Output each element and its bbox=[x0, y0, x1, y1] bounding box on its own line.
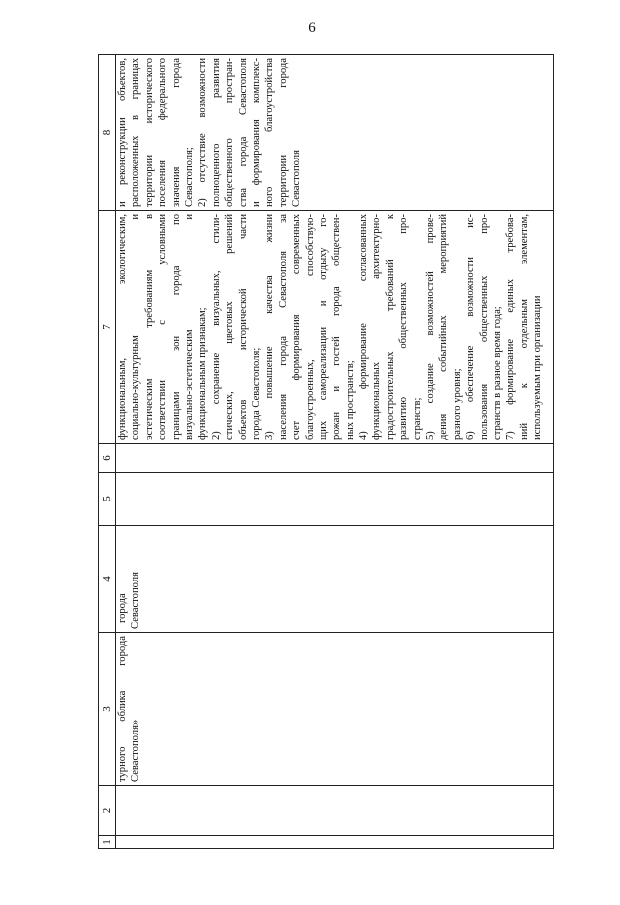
cell-col-3 bbox=[116, 633, 554, 786]
header-col-8: 8 bbox=[99, 55, 116, 211]
col7-line: 4) формирование согласованных bbox=[358, 214, 370, 440]
col8-line: ства города Севастополя bbox=[237, 58, 249, 207]
col7-line: пользования общественных про- bbox=[478, 214, 490, 440]
col7-line: ных пространств; bbox=[344, 360, 356, 440]
col7-line: дения событийных мероприятий bbox=[438, 214, 450, 440]
col7-line: социально-культурным и bbox=[130, 214, 142, 440]
col8-line: Севастополя; bbox=[183, 147, 195, 207]
cell-col-6 bbox=[116, 444, 554, 473]
col8-line: ного благоустройства bbox=[264, 58, 276, 207]
header-col-2: 2 bbox=[99, 786, 116, 836]
cell-col-7 bbox=[116, 211, 554, 444]
col7-line: 5) создание возможностей прове- bbox=[425, 214, 437, 440]
col7-line: ний к отдельным элементам, bbox=[518, 214, 530, 440]
col7-line: 6) обеспечение возможности ис- bbox=[465, 214, 477, 440]
header-col-5: 5 bbox=[99, 473, 116, 526]
col7-line: странств; bbox=[411, 397, 423, 440]
header-col-4: 4 bbox=[99, 526, 116, 633]
col7-line: счет формирования современных bbox=[291, 214, 303, 440]
page-number: 6 bbox=[308, 20, 316, 36]
col3-line: Севастополя» bbox=[130, 719, 142, 782]
col7-line: щих самореализации и отдыху го- bbox=[317, 214, 329, 440]
col7-line: соответствии с условными bbox=[157, 214, 169, 440]
col7-line: благоустроенных, способствую- bbox=[304, 214, 316, 440]
col7-line: функциональным признакам; bbox=[197, 307, 209, 440]
col8-line: территории города bbox=[277, 58, 289, 207]
col7-line: функциональных архитектурно- bbox=[371, 214, 383, 440]
cell-col-1 bbox=[116, 836, 554, 849]
col7-line: визуально-эстетическим и bbox=[183, 214, 195, 440]
col7-line: используемым при организации bbox=[532, 295, 544, 440]
header-col-7: 7 bbox=[99, 211, 116, 444]
col7-line: разного уровня; bbox=[451, 368, 463, 440]
col8-line: общественного простран- bbox=[224, 58, 236, 207]
cell-col-8 bbox=[116, 55, 554, 211]
col8-line: значения города bbox=[170, 58, 182, 207]
col8-line: и формирования комплекс- bbox=[250, 58, 262, 207]
col7-line: развитию общественных про- bbox=[398, 214, 410, 440]
cell-col-4 bbox=[116, 526, 554, 633]
col8-line: полноценного развития bbox=[210, 58, 222, 207]
col4-line: города bbox=[117, 593, 128, 623]
col3-line: турного облика города bbox=[117, 636, 128, 782]
header-col-3: 3 bbox=[99, 633, 116, 786]
requirements-table bbox=[98, 54, 554, 849]
col8-line: расположенных в границах bbox=[130, 58, 142, 207]
col8-line: и реконструкции объектов, bbox=[117, 58, 128, 207]
col8-line: 2) отсутствие возможности bbox=[197, 58, 209, 207]
header-row bbox=[99, 55, 116, 849]
col7-line: объектов исторической части bbox=[237, 214, 249, 440]
col7-line: функциональным, экологическим, bbox=[117, 214, 128, 440]
col7-line: градостроительных требований к bbox=[384, 214, 396, 440]
cell-col-2 bbox=[116, 786, 554, 836]
col7-line: города Севастополя; bbox=[250, 347, 262, 440]
col7-line: 2) сохранение визуальных, стили- bbox=[210, 214, 222, 440]
col7-line: 3) повышение качества жизни bbox=[264, 214, 276, 440]
col8-line: территории исторического bbox=[143, 58, 155, 207]
col4-line: Севастополя bbox=[130, 572, 142, 629]
header-col-6: 6 bbox=[99, 444, 116, 473]
header-col-1: 1 bbox=[99, 836, 116, 849]
cell-col-5 bbox=[116, 473, 554, 526]
col7-line: границами зон города по bbox=[170, 214, 182, 440]
col7-line: эстетическим требованиям в bbox=[143, 214, 155, 440]
col7-line: рожан и гостей города обществен- bbox=[331, 214, 343, 440]
col8-line: поселения федерального bbox=[157, 58, 169, 207]
col8-line: Севастополя bbox=[291, 150, 303, 207]
col7-line: населения города Севастополя за bbox=[277, 214, 289, 440]
col7-line: странств в разное время года; bbox=[492, 306, 504, 440]
col7-line: 7) формирование единых требова- bbox=[505, 214, 517, 440]
col7-line: стических, цветовых решений bbox=[224, 214, 236, 440]
rotated-table-container bbox=[98, 55, 554, 849]
table-row bbox=[116, 55, 554, 849]
